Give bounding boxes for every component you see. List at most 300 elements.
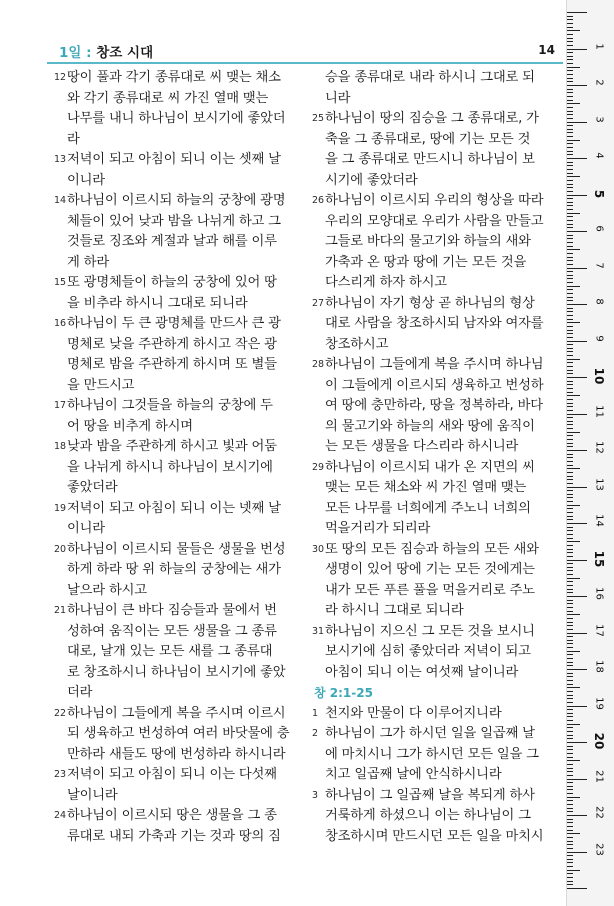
ruler-tick xyxy=(567,293,573,294)
verse-line: 대로 사람을 창조하시되 남자와 여자를 xyxy=(325,316,544,331)
ruler-tick xyxy=(567,738,573,739)
ruler-tick xyxy=(567,771,573,772)
verse-line: 게 하라 xyxy=(67,254,109,270)
ruler-tick xyxy=(567,220,573,221)
verse-line: 명체로 밤을 주관하게 하시며 또 별들 xyxy=(67,357,277,372)
verse xyxy=(54,704,306,766)
ruler-tick xyxy=(567,432,580,433)
ruler-tick xyxy=(567,833,580,834)
ruler-tick xyxy=(567,578,580,579)
ruler-tick xyxy=(567,158,587,159)
ruler-tick xyxy=(567,417,573,418)
verse-text xyxy=(312,540,560,622)
verse-text xyxy=(54,68,306,150)
ruler-tick xyxy=(567,70,573,71)
verse xyxy=(312,724,560,786)
section-title xyxy=(59,41,153,61)
ruler-tick xyxy=(567,607,573,608)
ruler-tick xyxy=(567,202,573,203)
ruler-tick xyxy=(567,173,573,174)
verse-line: 을 그 종류대로 만드시니 하나님이 보 xyxy=(325,152,535,167)
ruler-tick xyxy=(567,848,573,849)
verse-number: 1 xyxy=(312,707,319,719)
verse xyxy=(54,150,306,191)
ruler-tick xyxy=(567,377,587,378)
verse-line: 그들로 바다의 물고기와 하늘의 새와 xyxy=(325,234,531,249)
verse-line: 창조하시고 xyxy=(325,336,389,352)
ruler-tick xyxy=(567,286,580,287)
verse-line: 하나님이 이르시되 우리의 형상을 따라 xyxy=(325,193,544,208)
verse-line: 라 xyxy=(67,131,80,147)
verse-line: 우리의 모양대로 우리가 사람을 만들고 xyxy=(325,213,544,229)
ruler-tick xyxy=(567,647,573,648)
verse-line: 저녁이 되고 아침이 되니 이는 셋째 날 xyxy=(67,152,281,167)
ruler-tick xyxy=(567,56,573,57)
ruler-tick xyxy=(567,556,573,557)
ruler-tick xyxy=(567,618,573,619)
ruler-tick xyxy=(567,665,573,666)
verse-line: 체들이 있어 낮과 밤을 나뉘게 하고 그 xyxy=(67,213,281,229)
verse-text xyxy=(54,765,306,806)
ruler-tick xyxy=(567,319,573,320)
ruler-label: 3 xyxy=(593,115,605,123)
measuring-ruler xyxy=(566,0,614,906)
ruler-tick xyxy=(567,198,573,199)
ruler-tick xyxy=(567,370,573,371)
ruler-tick xyxy=(567,782,573,783)
ruler-tick xyxy=(567,534,573,535)
ruler-tick xyxy=(567,457,573,458)
verse-line: 라 하시니 그대로 되니라 xyxy=(325,603,464,618)
ruler-tick xyxy=(567,837,573,838)
ruler-tick xyxy=(567,731,573,732)
ruler-tick xyxy=(567,884,573,885)
verse-line: 날으라 하시고 xyxy=(67,582,147,598)
ruler-tick xyxy=(567,147,573,148)
verse xyxy=(312,786,560,848)
ruler-tick xyxy=(567,176,580,177)
page-header xyxy=(47,36,563,62)
ruler-tick xyxy=(567,523,587,524)
ruler-tick xyxy=(567,424,573,425)
verse-line: 어 땅을 비추게 하시며 xyxy=(67,418,193,434)
verse-line: 또 땅의 모든 짐승과 하늘의 모든 새와 xyxy=(325,541,539,557)
ruler-tick xyxy=(567,330,573,331)
verse-text xyxy=(54,314,306,396)
verse-line: 축을 그 종류대로, 땅에 기는 모든 것 xyxy=(325,131,531,147)
verse-line: 을 나뉘게 하시니 하나님이 보시기에 xyxy=(67,459,273,475)
verse-line: 로 창조하시니 하나님이 보시기에 좋았 xyxy=(67,664,286,680)
ruler-tick xyxy=(567,815,587,816)
ruler-tick xyxy=(567,866,573,867)
ruler-tick xyxy=(567,673,573,674)
ruler-tick xyxy=(567,169,573,170)
ruler-tick xyxy=(567,100,573,101)
verse-line: 하나님이 이르시되 물들은 생물을 번성 xyxy=(67,541,286,557)
ruler-tick xyxy=(567,355,573,356)
ruler-tick xyxy=(567,450,587,451)
ruler-tick xyxy=(567,414,587,415)
verse-line: 만하라 새들도 땅에 번성하라 하시니라 xyxy=(67,746,286,762)
ruler-tick xyxy=(567,753,573,754)
ruler-tick xyxy=(567,381,573,382)
verse-line: 하나님이 자기 형상 곧 하나님의 형상 xyxy=(325,295,535,311)
ruler-tick xyxy=(567,822,573,823)
verse-line: 에 마치시니 그가 하시던 모든 일을 그 xyxy=(325,746,539,762)
ruler-label: 16 xyxy=(593,587,605,600)
ruler-label: 9 xyxy=(593,334,605,342)
ruler-tick xyxy=(567,49,587,50)
verse xyxy=(54,273,306,314)
verse-number: 24 xyxy=(54,810,67,821)
ruler-tick xyxy=(567,622,573,623)
ruler-tick xyxy=(567,698,573,699)
verse-line: 땅이 풀과 각기 종류대로 씨 맺는 채소 xyxy=(67,70,281,85)
verse-text xyxy=(54,601,306,704)
ruler-label: 15 xyxy=(592,550,606,567)
verse-line: 먹을거리가 되리라 xyxy=(325,521,431,536)
verse-line: 또 광명체들이 하늘의 궁창에 있어 땅 xyxy=(67,275,277,290)
verse-text xyxy=(54,540,306,602)
verse-line: 이니라 xyxy=(67,172,105,188)
ruler-tick xyxy=(567,687,580,688)
ruler-tick xyxy=(567,162,573,163)
ruler-tick xyxy=(567,538,573,539)
verse-text xyxy=(312,704,560,725)
ruler-tick xyxy=(567,727,573,728)
ruler-tick xyxy=(567,300,573,301)
ruler-tick xyxy=(567,362,573,363)
ruler-tick xyxy=(567,640,573,641)
verse-number: 25 xyxy=(312,113,325,124)
ruler-tick xyxy=(567,549,573,550)
ruler-tick xyxy=(567,205,573,206)
ruler-tick xyxy=(567,227,573,228)
ruler-tick xyxy=(567,351,573,352)
ruler-tick xyxy=(567,873,573,874)
ruler-tick xyxy=(567,746,573,747)
ruler-tick xyxy=(567,508,573,509)
ruler-tick xyxy=(567,800,573,801)
ruler-tick xyxy=(567,38,573,39)
ruler-tick xyxy=(567,366,573,367)
left-column xyxy=(54,68,306,847)
verse-line: 하게 하라 땅 위 하늘의 궁창에는 새가 xyxy=(67,562,281,577)
ruler-tick xyxy=(567,268,587,269)
verse-line: 내가 모든 푸른 풀을 먹을거리로 주노 xyxy=(325,582,535,598)
ruler-tick xyxy=(567,399,573,400)
ruler-tick xyxy=(567,89,573,90)
verse-number: 17 xyxy=(54,400,67,411)
verse-line: 하나님이 지으신 그 모든 것을 보시니 xyxy=(325,623,535,639)
verse-number: 18 xyxy=(54,441,67,452)
ruler-tick xyxy=(567,96,573,97)
verse-text xyxy=(312,355,560,458)
ruler-tick xyxy=(567,505,580,506)
verse-line: 는 모든 생물을 다스리라 하시니라 xyxy=(325,439,519,454)
ruler-tick xyxy=(567,344,573,345)
ruler-tick xyxy=(567,570,573,571)
ruler-tick xyxy=(567,468,580,469)
verse-number: 15 xyxy=(54,277,67,288)
ruler-tick xyxy=(567,859,573,860)
verse-number: 28 xyxy=(312,359,325,370)
ruler-tick xyxy=(567,625,573,626)
verse-line: 하나님이 그가 하시던 일을 일곱째 날 xyxy=(325,726,535,741)
ruler-tick xyxy=(567,213,580,214)
ruler-tick xyxy=(567,819,573,820)
verse-line: 맺는 모든 채소와 씨 가진 열매 맺는 xyxy=(325,480,527,495)
ruler-tick xyxy=(567,443,573,444)
verse-number: 16 xyxy=(54,318,67,329)
ruler-tick xyxy=(567,52,573,53)
ruler-tick xyxy=(567,260,573,261)
verse-text xyxy=(54,191,306,273)
ruler-label: 22 xyxy=(593,806,605,819)
ruler-tick xyxy=(567,589,573,590)
ruler-tick xyxy=(567,527,573,528)
verse xyxy=(54,396,306,437)
ruler-tick xyxy=(567,574,573,575)
ruler-tick xyxy=(567,326,573,327)
ruler-tick xyxy=(567,23,573,24)
verse-line: 하나님이 이르시되 내가 온 지면의 씨 xyxy=(325,459,535,475)
ruler-tick xyxy=(567,392,573,393)
ruler-tick xyxy=(567,786,573,787)
ruler-tick xyxy=(567,512,573,513)
verse-line: 보시기에 심히 좋았더라 저녁이 되고 xyxy=(325,644,531,659)
ruler-tick xyxy=(567,560,587,561)
ruler-label: 1 xyxy=(593,42,605,50)
ruler-tick xyxy=(567,614,580,615)
header-rule xyxy=(47,62,563,64)
verse-number: 22 xyxy=(54,707,67,719)
ruler-tick xyxy=(567,154,573,155)
verse-line: 하나님이 그 일곱째 날을 복되게 하사 xyxy=(325,787,535,803)
verse xyxy=(54,191,306,273)
ruler-tick xyxy=(567,289,573,290)
ruler-tick xyxy=(567,403,573,404)
verse-text xyxy=(312,458,560,540)
ruler-tick xyxy=(567,74,573,75)
ruler-tick xyxy=(567,713,573,714)
ruler-tick xyxy=(567,315,573,316)
ruler-tick xyxy=(567,716,573,717)
ruler-label: 11 xyxy=(593,404,605,418)
verse-number: 2 xyxy=(312,728,319,739)
ruler-tick xyxy=(567,30,580,31)
verse xyxy=(54,540,306,602)
verse-line: 다스리게 하자 하시고 xyxy=(325,275,447,290)
ruler-label: 2 xyxy=(593,79,605,86)
verse-number: 19 xyxy=(54,502,67,514)
ruler-tick xyxy=(567,611,573,612)
verse xyxy=(54,806,306,847)
ruler-tick xyxy=(567,337,573,338)
ruler-tick xyxy=(567,870,580,871)
verse xyxy=(312,355,560,458)
ruler-tick xyxy=(567,297,573,298)
ruler-tick xyxy=(567,348,573,349)
verse xyxy=(312,191,560,294)
verse-line: 이 그들에게 이르시되 생육하고 번성하 xyxy=(325,377,544,393)
ruler-tick xyxy=(567,388,573,389)
ruler-tick xyxy=(567,184,573,185)
ruler-label: 23 xyxy=(593,842,605,856)
verse-text xyxy=(54,437,306,499)
ruler-tick xyxy=(567,41,573,42)
ruler-label: 12 xyxy=(593,441,605,454)
verse-line: 천지와 만물이 다 이루어지니라 xyxy=(325,705,502,721)
verse-text xyxy=(54,499,306,540)
verse-number: 23 xyxy=(54,769,67,780)
verse-line: 와 각기 종류대로 씨 가진 열매 맺는 xyxy=(67,90,269,106)
verse-text xyxy=(54,150,306,191)
verse-number: 31 xyxy=(312,625,325,637)
verse-line: 하나님이 두 큰 광명체를 만드사 큰 광 xyxy=(67,316,281,331)
ruler-tick xyxy=(567,238,573,239)
page-number: 14 xyxy=(538,43,555,57)
ruler-tick xyxy=(567,487,587,488)
ruler-tick xyxy=(567,651,580,652)
ruler-tick xyxy=(567,107,573,108)
ruler-tick xyxy=(567,483,573,484)
ruler-tick xyxy=(567,742,587,743)
ruler-label: 13 xyxy=(593,477,605,491)
verse-text xyxy=(54,704,306,766)
ruler-tick xyxy=(567,114,573,115)
verse xyxy=(312,540,560,622)
verse-line: 니라 xyxy=(325,90,351,106)
ruler-label: 21 xyxy=(593,769,605,783)
ruler-tick xyxy=(567,111,573,112)
ruler-tick xyxy=(567,760,580,761)
ruler-tick xyxy=(567,187,573,188)
verse xyxy=(54,765,306,806)
ruler-tick xyxy=(567,395,580,396)
verse-line: 승을 종류대로 내라 하시니 그대로 되 xyxy=(325,70,535,85)
ruler-tick xyxy=(567,691,573,692)
ruler-tick xyxy=(567,808,573,809)
verse-number: 26 xyxy=(312,195,325,206)
ruler-tick xyxy=(567,888,587,889)
ruler-tick xyxy=(567,132,573,133)
ruler-tick xyxy=(567,720,573,721)
verse xyxy=(54,499,306,540)
verse-line: 저녁이 되고 아침이 되니 이는 넷째 날 xyxy=(67,500,281,516)
ruler-tick xyxy=(567,552,573,553)
ruler-tick xyxy=(567,494,573,495)
verse-line: 하나님이 그들에게 복을 주시며 하나님 xyxy=(325,357,544,372)
verse xyxy=(312,704,560,725)
ruler-tick xyxy=(567,322,580,323)
verse-line: 을 만드시고 xyxy=(67,377,135,393)
verse-line: 더라 xyxy=(67,685,93,700)
ruler-tick xyxy=(567,264,573,265)
ruler-tick xyxy=(567,516,573,517)
ruler-tick xyxy=(567,428,573,429)
verse-line: 나무를 내니 하나님이 보시기에 좋았더 xyxy=(67,111,286,126)
ruler-tick xyxy=(567,246,573,247)
ruler-tick xyxy=(567,826,573,827)
verse-line: 창조하시며 만드시던 모든 일을 마치시 xyxy=(325,828,544,844)
ruler-tick xyxy=(567,662,573,663)
verse-line: 가축과 온 땅과 땅에 기는 모든 것을 xyxy=(325,254,527,270)
ruler-tick xyxy=(567,282,573,283)
ruler-tick xyxy=(567,676,573,677)
ruler-tick xyxy=(567,793,573,794)
verse-line: 명체로 낮을 주관하게 하시고 작은 광 xyxy=(67,336,277,352)
ruler-tick xyxy=(567,497,573,498)
ruler-label: 20 xyxy=(592,732,606,750)
ruler-tick xyxy=(567,333,573,334)
ruler-tick xyxy=(567,779,587,780)
ruler-tick xyxy=(567,764,573,765)
verse-line: 낮과 밤을 주관하게 하시고 빛과 어둠 xyxy=(67,439,277,454)
ruler-tick xyxy=(567,465,573,466)
verse-line: 이니라 xyxy=(67,521,105,536)
ruler-tick xyxy=(567,596,587,597)
ruler-tick xyxy=(567,501,573,502)
ruler-tick xyxy=(567,63,573,64)
ruler-tick xyxy=(567,242,573,243)
ruler-tick xyxy=(567,439,573,440)
ruler-tick xyxy=(567,92,573,93)
verse-text xyxy=(54,396,306,437)
ruler-tick xyxy=(567,789,573,790)
ruler-tick xyxy=(567,308,573,309)
verse-line: 의 물고기와 하늘의 새와 땅에 움직이 xyxy=(325,418,535,434)
ruler-tick xyxy=(567,768,573,769)
ruler-tick xyxy=(567,804,573,805)
ruler-tick xyxy=(567,275,573,276)
verse-line: 모든 나무를 너희에게 주노니 너희의 xyxy=(325,500,531,516)
ruler-tick xyxy=(567,304,587,305)
verse-text xyxy=(54,273,306,314)
verse-number: 21 xyxy=(54,605,67,616)
verse-line: 하나님이 이르시되 하늘의 궁창에 광명 xyxy=(67,193,286,208)
ruler-tick xyxy=(567,706,587,707)
ruler-tick xyxy=(567,749,573,750)
ruler-tick xyxy=(567,669,587,670)
ruler-tick xyxy=(567,567,573,568)
ruler-tick xyxy=(567,684,573,685)
ruler-tick xyxy=(567,592,573,593)
verse-text xyxy=(54,806,306,847)
ruler-tick xyxy=(567,844,573,845)
ruler-tick xyxy=(567,841,573,842)
ruler-tick xyxy=(567,180,573,181)
ruler-label: 19 xyxy=(593,696,605,710)
ruler-tick xyxy=(567,530,573,531)
ruler-tick xyxy=(567,702,573,703)
ruler-tick xyxy=(567,191,573,192)
verse-line: 하나님이 큰 바다 짐승들과 물에서 번 xyxy=(67,603,277,618)
ruler-tick xyxy=(567,852,587,853)
ruler-tick xyxy=(567,143,573,144)
ruler-tick xyxy=(567,581,573,582)
verse-text xyxy=(312,786,560,848)
verse-line: 날이니라 xyxy=(67,787,118,803)
ruler-tick xyxy=(567,695,573,696)
verse xyxy=(54,314,306,396)
ruler-tick xyxy=(567,563,573,564)
ruler-tick xyxy=(567,680,573,681)
ruler-tick xyxy=(567,253,573,254)
ruler-tick xyxy=(567,67,580,68)
ruler-tick xyxy=(567,881,573,882)
ruler-tick xyxy=(567,472,573,473)
